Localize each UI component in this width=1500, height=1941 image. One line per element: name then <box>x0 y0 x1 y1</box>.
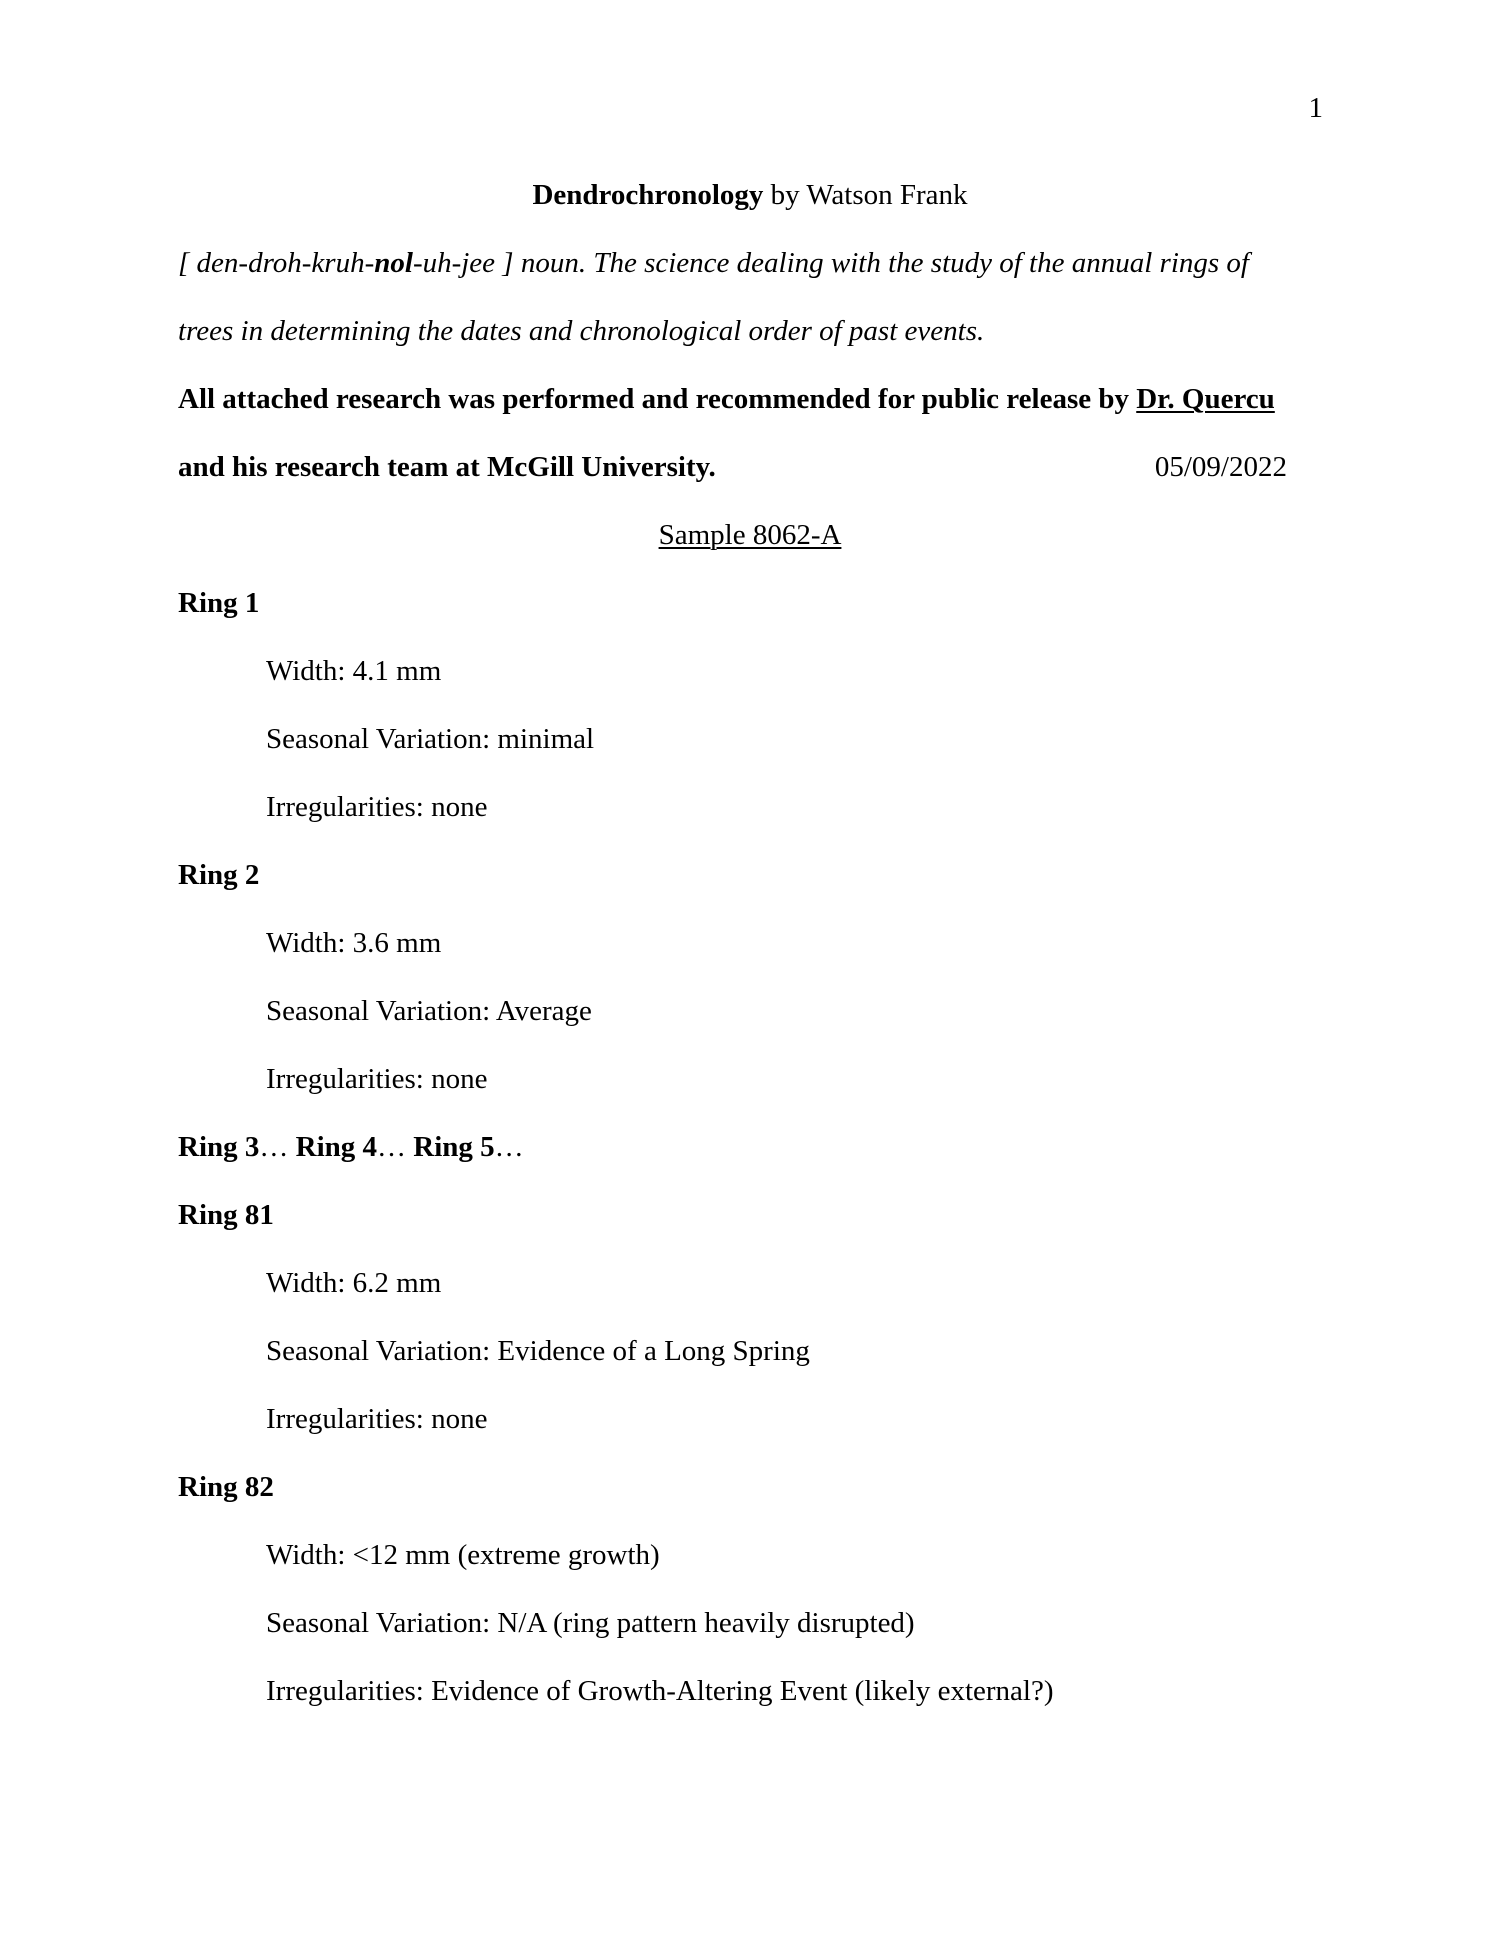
ring-heading: Ring 81 <box>178 1199 274 1231</box>
skipped-rings-line <box>178 1130 524 1164</box>
ellipsis: … <box>377 1131 407 1163</box>
ring-seasonal-variation: Seasonal Variation: Evidence of a Long Spring <box>266 1335 810 1367</box>
sample-heading <box>0 518 1500 552</box>
ring-irregularities: Irregularities: none <box>266 791 488 823</box>
ring-4-label: Ring 4 <box>295 1131 378 1163</box>
attribution-line-2: and his research team at McGill University. <box>178 451 716 483</box>
researcher-name: Dr. Quercu <box>1136 383 1275 415</box>
ring-width: Width: 4.1 mm <box>266 655 442 687</box>
definition-stress: nol <box>374 247 413 279</box>
definition-part-1: [ den-droh-kruh- <box>178 247 375 279</box>
ring-width: Width: 3.6 mm <box>266 927 442 959</box>
ring-3-label: Ring 3 <box>178 1131 260 1163</box>
ring-irregularities: Irregularities: Evidence of Growth-Altering Event (likely external?) <box>266 1675 1054 1707</box>
definition-line-1 <box>178 246 1249 280</box>
ring-heading: Ring 82 <box>178 1471 274 1503</box>
ring-5-label: Ring 5 <box>413 1131 495 1163</box>
ring-width: Width: 6.2 mm <box>266 1267 442 1299</box>
attribution-line-1 <box>178 382 1275 416</box>
ring-seasonal-variation: Seasonal Variation: minimal <box>266 723 595 755</box>
title-author: by Watson Frank <box>763 179 968 211</box>
definition-line-2: trees in determining the dates and chronological order of past events. <box>178 315 985 347</box>
attribution-prefix: All attached research was performed and recommended for public release by <box>178 383 1137 415</box>
ring-irregularities: Irregularities: none <box>266 1403 488 1435</box>
document-date: 05/09/2022 <box>1154 451 1287 483</box>
ring-seasonal-variation: Seasonal Variation: Average <box>266 995 592 1027</box>
ring-width: Width: <12 mm (extreme growth) <box>266 1539 660 1571</box>
document-title <box>0 178 1500 212</box>
definition-part-2: -uh-jee ] noun. The science dealing with the study of the annual rings of <box>412 247 1249 279</box>
title-bold: Dendrochronology <box>532 179 764 211</box>
sample-title: Sample 8062-A <box>658 519 842 551</box>
ring-irregularities: Irregularities: none <box>266 1063 488 1095</box>
ellipsis: … <box>494 1131 524 1163</box>
page-number: 1 <box>1308 92 1323 124</box>
ring-heading: Ring 1 <box>178 587 260 619</box>
ring-heading: Ring 2 <box>178 859 260 891</box>
ellipsis: … <box>259 1131 289 1163</box>
ring-seasonal-variation: Seasonal Variation: N/A (ring pattern heavily disrupted) <box>266 1607 915 1639</box>
